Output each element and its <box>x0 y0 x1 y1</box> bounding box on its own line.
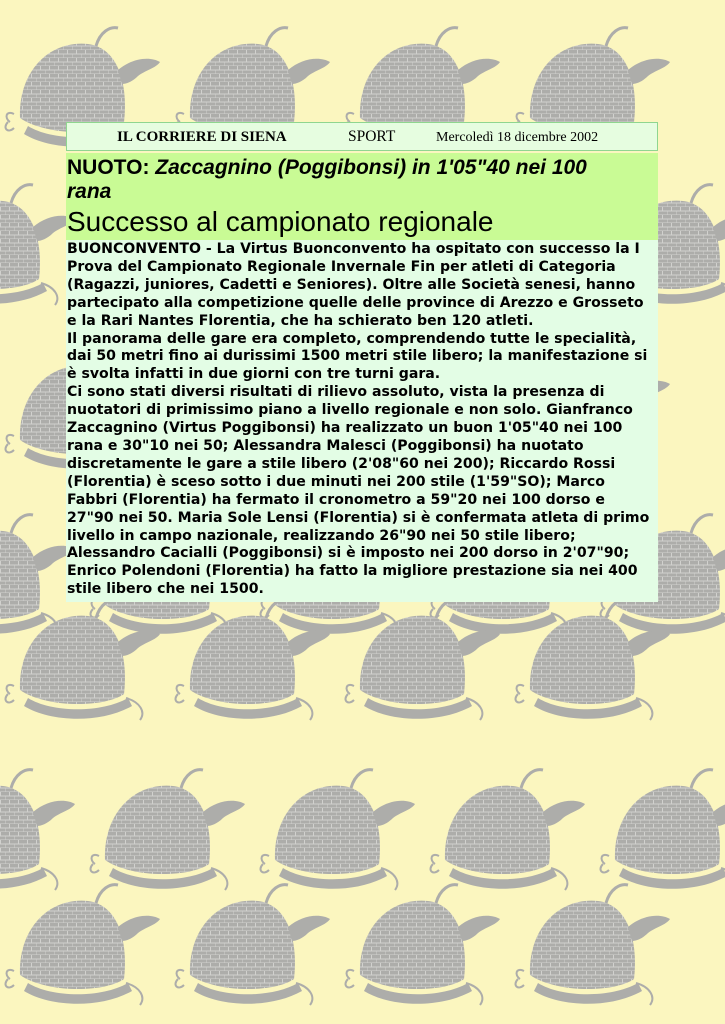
article-subtitle <box>67 156 627 204</box>
headline-block <box>66 153 658 240</box>
masthead <box>66 122 658 151</box>
article-body <box>66 240 658 602</box>
article-title: Successo al campionato regionale <box>67 206 494 237</box>
paragraph: Il panorama delle gare era completo, comprendendo tutte le specialità, dai 50 metri fino ai durissimi 1500 metri stile libero; la manifestazione si è svolta infatti in due giorni con tre turni gara. <box>67 330 648 383</box>
paragraph: BUONCONVENTO - La Virtus Buonconvento ha ospitato con successo la I Prova del Campionato Regionale Invernale Fin per atleti di Categoria (Ragazzi, juniores, Cadetti e Seniores). Oltre alle Società senesi, hanno partecipato alla competizione quelle delle province di Arezzo e Grosseto e la Rari Nantes Florentia, che ha schierato ben 120 atleti. <box>67 241 644 329</box>
newspaper-name: IL CORRIERE DI SIENA <box>117 129 287 145</box>
article <box>66 122 658 602</box>
publication-date: Mercoledì 18 dicembre 2002 <box>436 130 599 145</box>
section-label: SPORT <box>348 128 396 145</box>
subtitle-text: Zaccagnino (Poggibonsi) in 1'05"40 nei 100 rana <box>67 156 587 203</box>
paragraph: Ci sono stati diversi risultati di rilievo assoluto, vista la presenza di nuotatori di primissimo piano a livello regionale e non solo. Gianfranco Zaccagnino (Virtus Poggibonsi) ha realizzato un buon 1'05"40 nei 100 rana e 30"10 nei 50; Alessandra Malesci (Poggibonsi) ha nuotato discretamente le gare a stile libero (2'08"60 nei 200); Riccardo Rossi (Florentia) è sceso sotto i due minuti nei 200 stile (1'59"SO); Marco Fabbri (Florentia) ha fermato il cronometro a 59"20 nei 100 dorso e 27"90 nei 50. Maria Sole Lensi (Florentia) si è confermata atleta di primo livello in campo nazionale, realizzando 26"90 nei 50 stile libero; Alessandro Cacialli (Poggibonsi) si è imposto nei 200 dorso in 2'07"90; Enrico Polendoni (Florentia) ha fatto la migliore prestazione sia nei 400 stile libero che nei 1500. <box>67 384 650 598</box>
kicker: NUOTO: <box>67 156 150 179</box>
